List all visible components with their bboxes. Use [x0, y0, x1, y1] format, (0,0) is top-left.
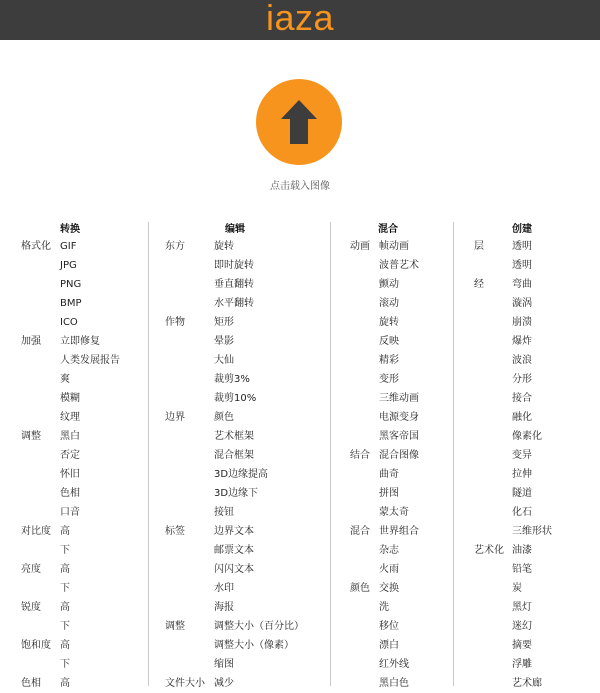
tool-link[interactable]: 3D边缘提高 — [214, 469, 269, 480]
tool-link[interactable]: 帧动画 — [379, 241, 409, 252]
tool-link[interactable]: 下 — [60, 583, 70, 594]
tool-link[interactable]: 裁剪10% — [214, 393, 257, 404]
tool-link[interactable]: 三维形状 — [512, 526, 552, 537]
tool-link[interactable]: 旋转 — [379, 317, 399, 328]
tool-link[interactable]: 精彩 — [379, 355, 399, 366]
tool-link[interactable]: 蒙太奇 — [379, 507, 409, 518]
tool-link[interactable]: 波普艺术 — [379, 260, 419, 271]
tool-link[interactable]: 透明 — [512, 241, 532, 252]
group-label: 标签 — [165, 526, 185, 537]
group-label: 文件大小 — [165, 678, 205, 689]
tool-link[interactable]: 怀旧 — [60, 469, 80, 480]
tool-link[interactable]: 漩涡 — [512, 298, 532, 309]
group-label: 混合 — [350, 526, 370, 537]
tool-link[interactable]: 下 — [60, 545, 70, 556]
tool-link[interactable]: 晕影 — [214, 336, 234, 347]
tool-link[interactable]: 颜色 — [214, 412, 234, 423]
tool-link[interactable]: 隧道 — [512, 488, 532, 499]
column-create — [453, 222, 600, 689]
tool-link[interactable]: 高 — [60, 564, 70, 575]
tool-link[interactable]: 旋转 — [214, 241, 234, 252]
tool-link[interactable]: 高 — [60, 678, 70, 689]
tool-link[interactable]: 弯曲 — [512, 279, 532, 290]
group-label: 调整 — [21, 431, 41, 442]
tool-link[interactable]: 三维动画 — [379, 393, 419, 404]
tool-link[interactable]: 艺术框架 — [214, 431, 254, 442]
tool-link[interactable]: 崩溃 — [512, 317, 532, 328]
group-label: 锐度 — [21, 602, 41, 613]
group-label: 层 — [474, 241, 484, 252]
group-label: 亮度 — [21, 564, 41, 575]
tool-link[interactable]: 摘要 — [512, 640, 532, 651]
tool-link[interactable]: 爽 — [60, 374, 70, 385]
column-title: 创建 — [512, 224, 532, 235]
tool-link[interactable]: 水平翻转 — [214, 298, 254, 309]
column-title: 混合 — [378, 224, 398, 235]
tool-link[interactable]: 矩形 — [214, 317, 234, 328]
tool-link[interactable]: 黑白色 — [379, 678, 409, 689]
tool-link[interactable]: JPG — [60, 260, 77, 271]
tool-link[interactable]: 否定 — [60, 450, 80, 461]
group-label: 饱和度 — [21, 640, 51, 651]
group-label: 结合 — [350, 450, 370, 461]
tool-link[interactable]: 化石 — [512, 507, 532, 518]
tool-link[interactable]: 红外线 — [379, 659, 409, 670]
tool-link[interactable]: 电源变身 — [379, 412, 419, 423]
tool-link[interactable]: 人类发展报告 — [60, 355, 120, 366]
tool-link[interactable]: 滚动 — [379, 298, 399, 309]
tool-link[interactable]: 波浪 — [512, 355, 532, 366]
top-bar — [0, 0, 600, 40]
tool-link[interactable]: 垂直翻转 — [214, 279, 254, 290]
tool-link[interactable]: 洗 — [379, 602, 389, 613]
tool-link[interactable]: 油漆 — [512, 545, 532, 556]
tool-link[interactable]: 即时旋转 — [214, 260, 254, 271]
tool-link[interactable]: 爆炸 — [512, 336, 532, 347]
tool-link[interactable]: 下 — [60, 621, 70, 632]
tool-link[interactable]: 黑灯 — [512, 602, 532, 613]
tool-link[interactable]: 融化 — [512, 412, 532, 423]
tool-link[interactable]: 混合图像 — [379, 450, 419, 461]
column-edit — [148, 222, 331, 689]
tool-link[interactable]: 接钮 — [214, 507, 234, 518]
tool-link[interactable]: 裁剪3% — [214, 374, 250, 385]
tool-link[interactable]: BMP — [60, 298, 82, 309]
tool-link[interactable]: GIF — [60, 241, 77, 252]
tool-link[interactable]: 火雨 — [379, 564, 399, 575]
column-title: 转换 — [60, 224, 80, 235]
tool-link[interactable]: 调整大小（像素） — [214, 640, 294, 651]
tool-link[interactable]: 拉伸 — [512, 469, 532, 480]
tool-link[interactable]: 色相 — [60, 488, 80, 499]
tool-link[interactable]: 漂白 — [379, 640, 399, 651]
group-label: 东方 — [165, 241, 185, 252]
site-logo[interactable]: iaza — [265, 0, 335, 38]
tool-link[interactable]: 黑白 — [60, 431, 80, 442]
tool-link[interactable]: 交换 — [379, 583, 399, 594]
tool-link[interactable]: 纹理 — [60, 412, 80, 423]
group-label: 艺术化 — [474, 545, 504, 556]
tools-menu — [0, 222, 600, 689]
tool-link[interactable]: 立即修复 — [60, 336, 100, 347]
group-label: 边界 — [165, 412, 185, 423]
group-label: 调整 — [165, 621, 185, 632]
group-label: 对比度 — [21, 526, 51, 537]
group-label: 加强 — [21, 336, 41, 347]
tool-link[interactable]: 颤动 — [379, 279, 399, 290]
tool-link[interactable]: 反映 — [379, 336, 399, 347]
tool-link[interactable]: 水印 — [214, 583, 234, 594]
tool-link[interactable]: 高 — [60, 640, 70, 651]
upload-caption[interactable]: 点击载入图像 — [270, 181, 330, 192]
tool-link[interactable]: 3D边缘下 — [214, 488, 259, 499]
tool-link[interactable]: 调整大小（百分比） — [214, 621, 304, 632]
tool-link[interactable]: 混合框架 — [214, 450, 254, 461]
tool-link[interactable]: 黑客帝国 — [379, 431, 419, 442]
group-label: 颜色 — [350, 583, 370, 594]
column-convert — [0, 222, 149, 689]
tool-link[interactable]: PNG — [60, 279, 82, 290]
tool-link[interactable]: 边界文本 — [214, 526, 254, 537]
tool-link[interactable]: 变形 — [379, 374, 399, 385]
tool-link[interactable]: ICO — [60, 317, 78, 328]
tool-link[interactable]: 分形 — [512, 374, 532, 385]
tool-link[interactable]: 邮票文本 — [214, 545, 254, 556]
tool-link[interactable]: 大仙 — [214, 355, 234, 366]
tool-link[interactable]: 浮雕 — [512, 659, 532, 670]
tool-link[interactable]: 艺术廊 — [512, 678, 542, 689]
tool-link[interactable]: 缩图 — [214, 659, 234, 670]
tool-link[interactable]: 闪闪文本 — [214, 564, 254, 575]
tool-link[interactable]: 透明 — [512, 260, 532, 271]
tool-link[interactable]: 移位 — [379, 621, 399, 632]
tool-link[interactable]: 世界组合 — [379, 526, 419, 537]
arrow-up-icon — [279, 98, 319, 146]
tool-link[interactable]: 减少 — [214, 678, 234, 689]
group-label: 作物 — [165, 317, 185, 328]
tool-link[interactable]: 迷幻 — [512, 621, 532, 632]
group-label: 经 — [474, 279, 484, 290]
tool-link[interactable]: 像素化 — [512, 431, 542, 442]
tool-link[interactable]: 高 — [60, 526, 70, 537]
column-mix — [330, 222, 454, 689]
group-label: 格式化 — [21, 241, 51, 252]
tool-link[interactable]: 高 — [60, 602, 70, 613]
tool-link[interactable]: 模糊 — [60, 393, 80, 404]
tool-link[interactable]: 变异 — [512, 450, 532, 461]
tool-link[interactable]: 海报 — [214, 602, 234, 613]
tool-link[interactable]: 下 — [60, 659, 70, 670]
tool-link[interactable]: 拼图 — [379, 488, 399, 499]
tool-link[interactable]: 曲奇 — [379, 469, 399, 480]
tool-link[interactable]: 杂志 — [379, 545, 399, 556]
tool-link[interactable]: 炭 — [512, 583, 522, 594]
upload-button[interactable] — [256, 79, 342, 165]
tool-link[interactable]: 接合 — [512, 393, 532, 404]
tool-link[interactable]: 铅笔 — [512, 564, 532, 575]
tool-link[interactable]: 口音 — [60, 507, 80, 518]
group-label: 动画 — [350, 241, 370, 252]
column-title: 编辑 — [225, 224, 245, 235]
group-label: 色相 — [21, 678, 41, 689]
